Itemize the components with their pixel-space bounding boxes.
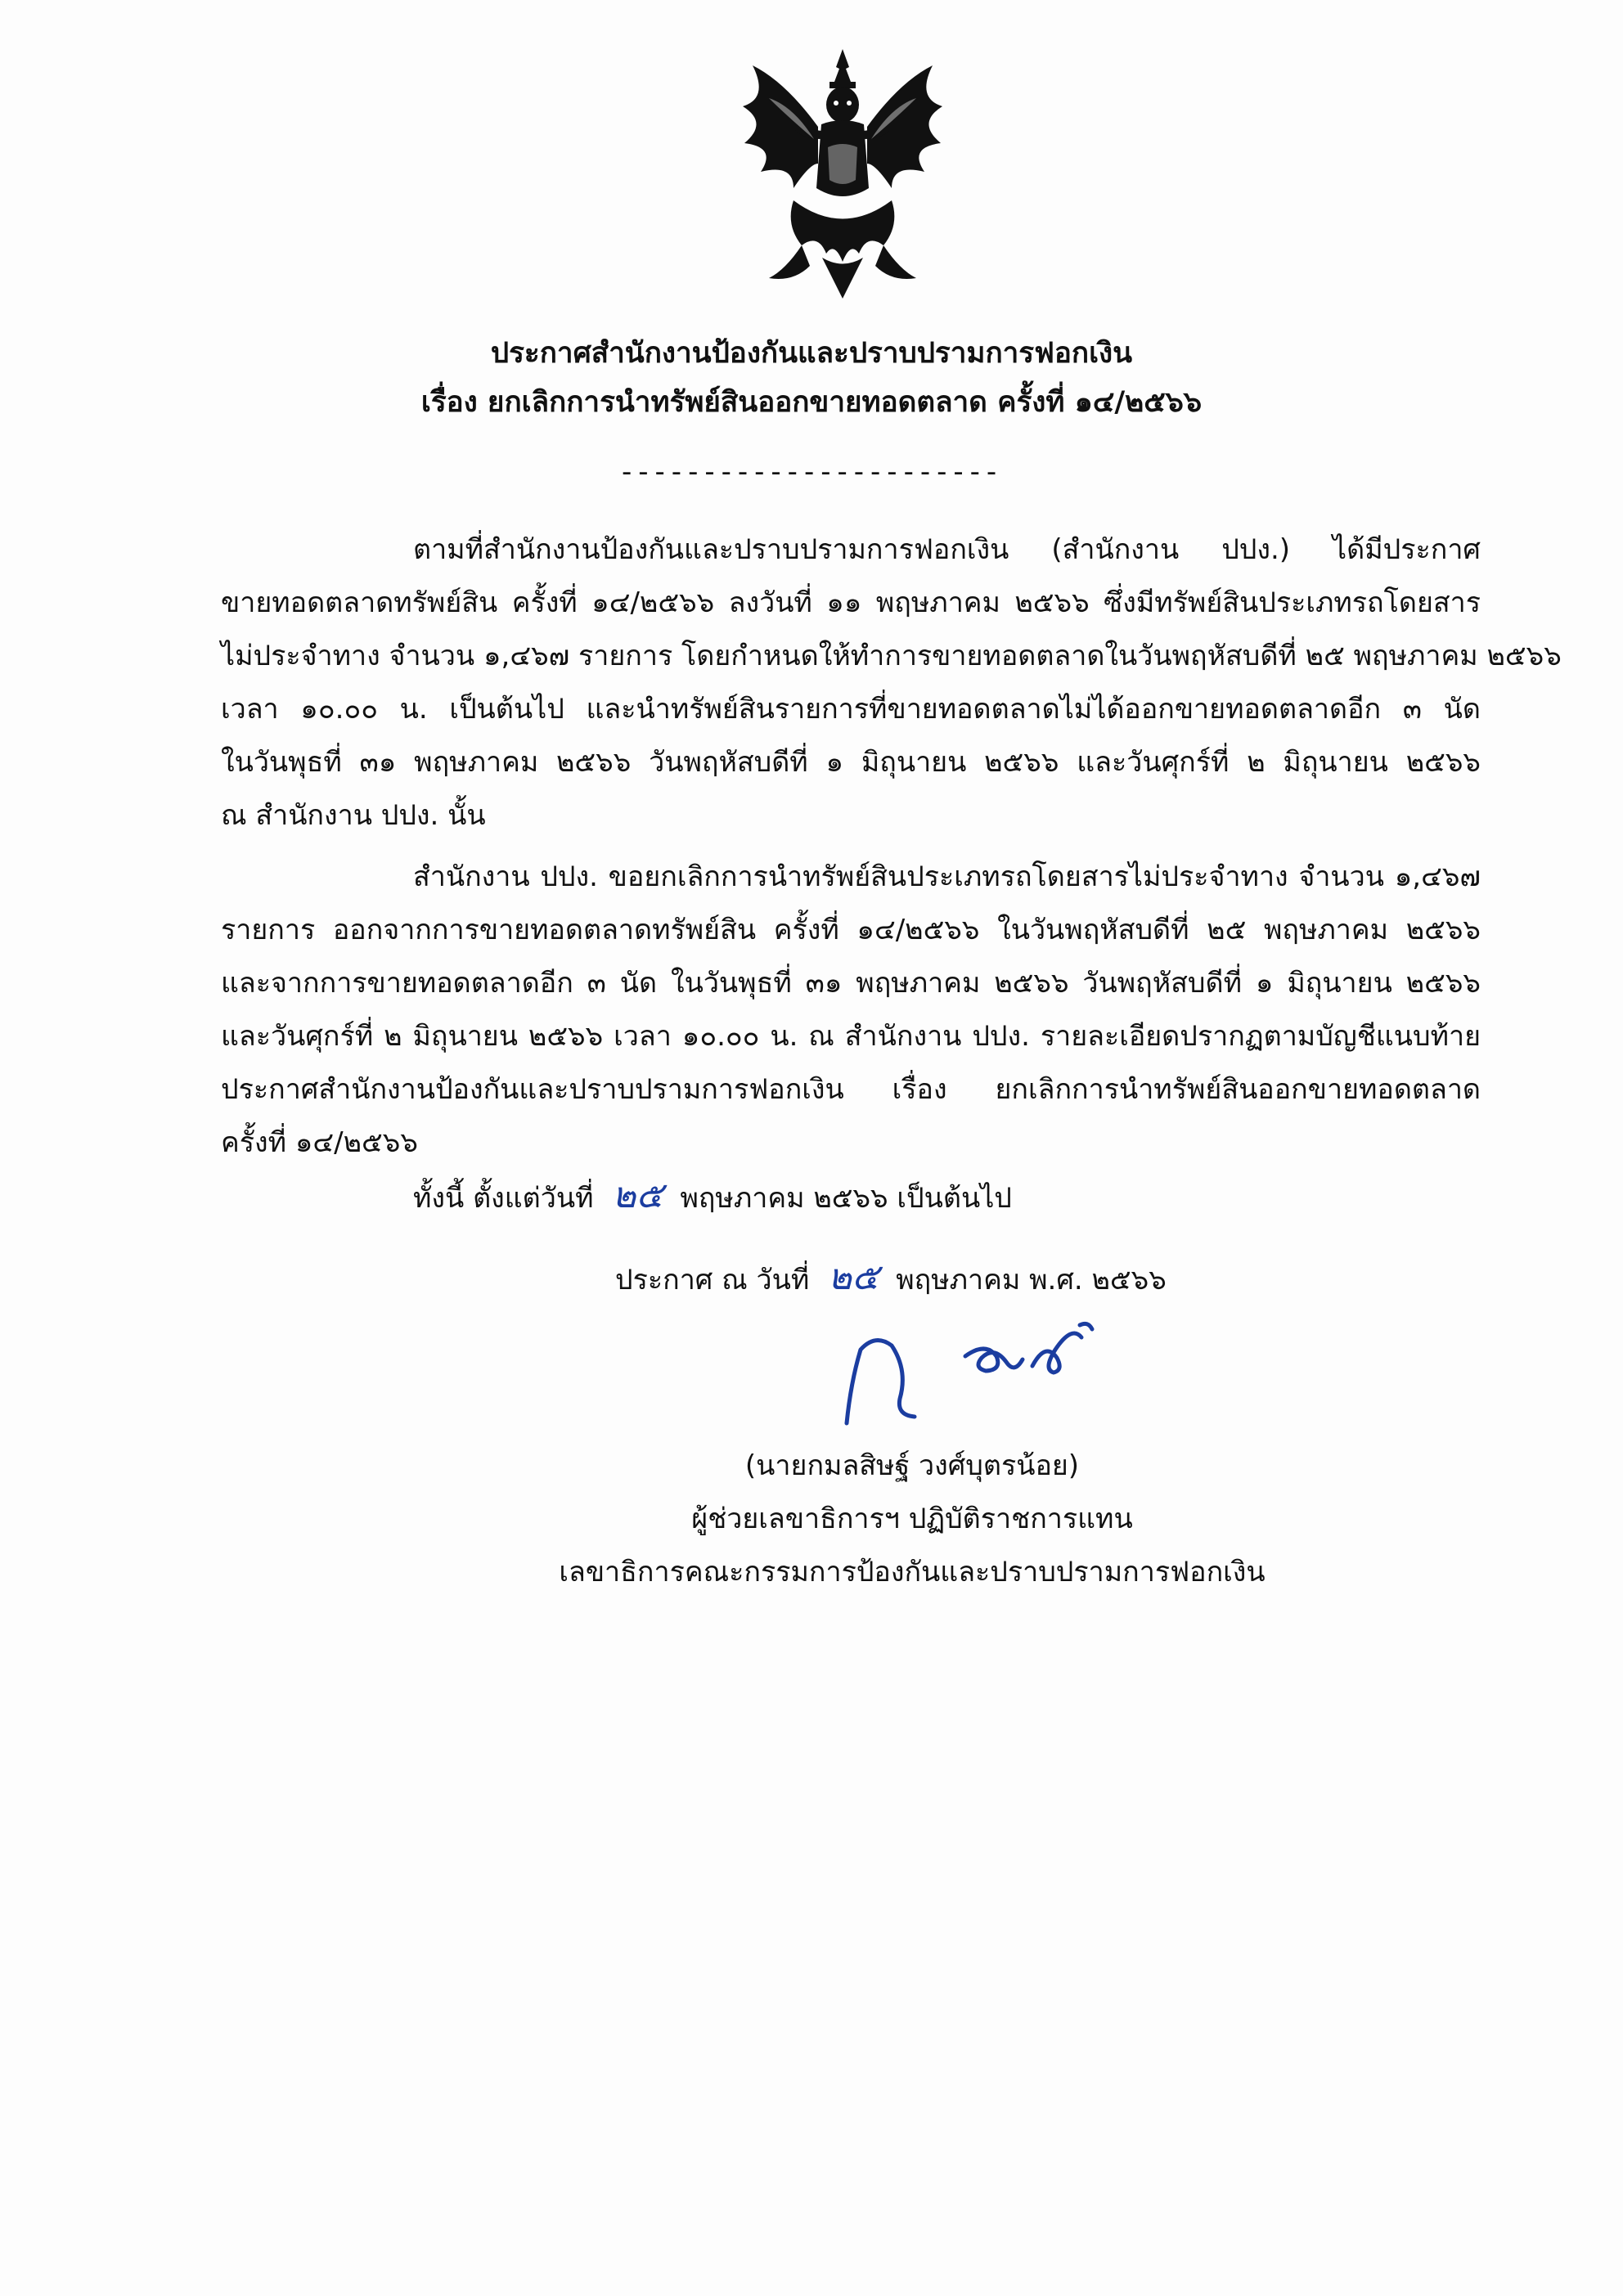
para2-line: สำนักงาน ปปง. ขอยกเลิกการนำทรัพย์สินประเภทรถโดยสารไม่ประจำทาง จำนวน ๑,๔๖๗ bbox=[413, 860, 1481, 893]
para2-line: รายการ ออกจากการขายทอดตลาดทรัพย์สิน ครั้งที่ ๑๔/๒๕๖๖ ในวันพฤหัสบดีที่ ๒๕ พฤษภาคม ๒๕๖๖ bbox=[221, 914, 1481, 946]
para1-line: ตามที่สำนักงานป้องกันและปราบปรามการฟอกเงิน (สำนักงาน ปปง.) ได้มีประกาศ bbox=[413, 533, 1481, 566]
para2-line: และจากการขายทอดตลาดอีก ๓ นัด ในวันพุธที่ ๓๑ พฤษภาคม ๒๕๖๖ วันพฤหัสบดีที่ ๑ มิถุนายน ๒๕๖๖ bbox=[221, 967, 1481, 1000]
announced-date-line bbox=[615, 1256, 1351, 1298]
para1-line: ณ สำนักงาน ปปง. นั้น bbox=[221, 799, 486, 832]
announced-prefix: ประกาศ ณ วันที่ bbox=[615, 1264, 810, 1296]
signer-organization: เลขาธิการคณะกรรมการป้องกันและปราบปรามการฟอกเงิน bbox=[559, 1556, 1266, 1588]
effective-prefix: ทั้งนี้ ตั้งแต่วันที่ bbox=[413, 1182, 594, 1215]
para1-line: ในวันพุธที่ ๓๑ พฤษภาคม ๒๕๖๖ วันพฤหัสบดีที่ ๑ มิถุนายน ๒๕๖๖ และวันศุกร์ที่ ๒ มิถุนายน ๒๕๖๖ bbox=[221, 746, 1481, 779]
para1-line: เวลา ๑๐.๐๐ น. เป็นต้นไป และนำทรัพย์สินรายการที่ขายทอดตลาดไม่ได้ออกขายทอดตลาดอีก ๓ นัด bbox=[221, 693, 1481, 726]
effective-day-handwritten: ๒๕ bbox=[612, 1175, 663, 1216]
signer-name: (นายกมลสิษฐ์ วงศ์บุตรน้อย) bbox=[744, 1449, 1080, 1482]
handwritten-signature bbox=[818, 1292, 1170, 1456]
para1-line: ไม่ประจำทาง จำนวน ๑,๔๖๗ รายการ โดยกำหนดให้ทำการขายทอดตลาดในวันพฤหัสบดีที่ ๒๕ พฤษภาคม ๒๕๖๖ bbox=[221, 640, 1562, 672]
title-separator: ----------------------- bbox=[622, 456, 1004, 488]
announced-suffix: พฤษภาคม พ.ศ. ๒๕๖๖ bbox=[896, 1264, 1167, 1296]
effective-date-line bbox=[413, 1175, 1149, 1216]
para2-line: ครั้งที่ ๑๔/๒๕๖๖ bbox=[221, 1126, 418, 1159]
para2-line: ประกาศสำนักงานป้องกันและปราบปรามการฟอกเงิน เรื่อง ยกเลิกการนำทรัพย์สินออกขายทอดตลาด bbox=[221, 1073, 1481, 1106]
announcement-subject: เรื่อง ยกเลิกการนำทรัพย์สินออกขายทอดตลาด ครั้งที่ ๑๔/๒๕๖๖ bbox=[420, 386, 1203, 419]
announced-day-handwritten: ๒๕ bbox=[828, 1256, 879, 1298]
effective-suffix: พฤษภาคม ๒๕๖๖ เป็นต้นไป bbox=[680, 1182, 1012, 1215]
signer-position: ผู้ช่วยเลขาธิการฯ ปฏิบัติราชการแทน bbox=[691, 1503, 1133, 1535]
announcement-title: ประกาศสำนักงานป้องกันและปราบปรามการฟอกเงิน bbox=[490, 337, 1133, 370]
para1-line: ขายทอดตลาดทรัพย์สิน ครั้งที่ ๑๔/๒๕๖๖ ลงวันที่ ๑๑ พฤษภาคม ๒๕๖๖ ซึ่งมีทรัพย์สินประเภทรถโดยสาร bbox=[221, 586, 1481, 619]
garuda-emblem bbox=[736, 49, 949, 303]
para2-line: และวันศุกร์ที่ ๒ มิถุนายน ๒๕๖๖ เวลา ๑๐.๐๐ น. ณ สำนักงาน ปปง. รายละเอียดปรากฏตามบัญชีแนบท้าย bbox=[221, 1020, 1481, 1053]
